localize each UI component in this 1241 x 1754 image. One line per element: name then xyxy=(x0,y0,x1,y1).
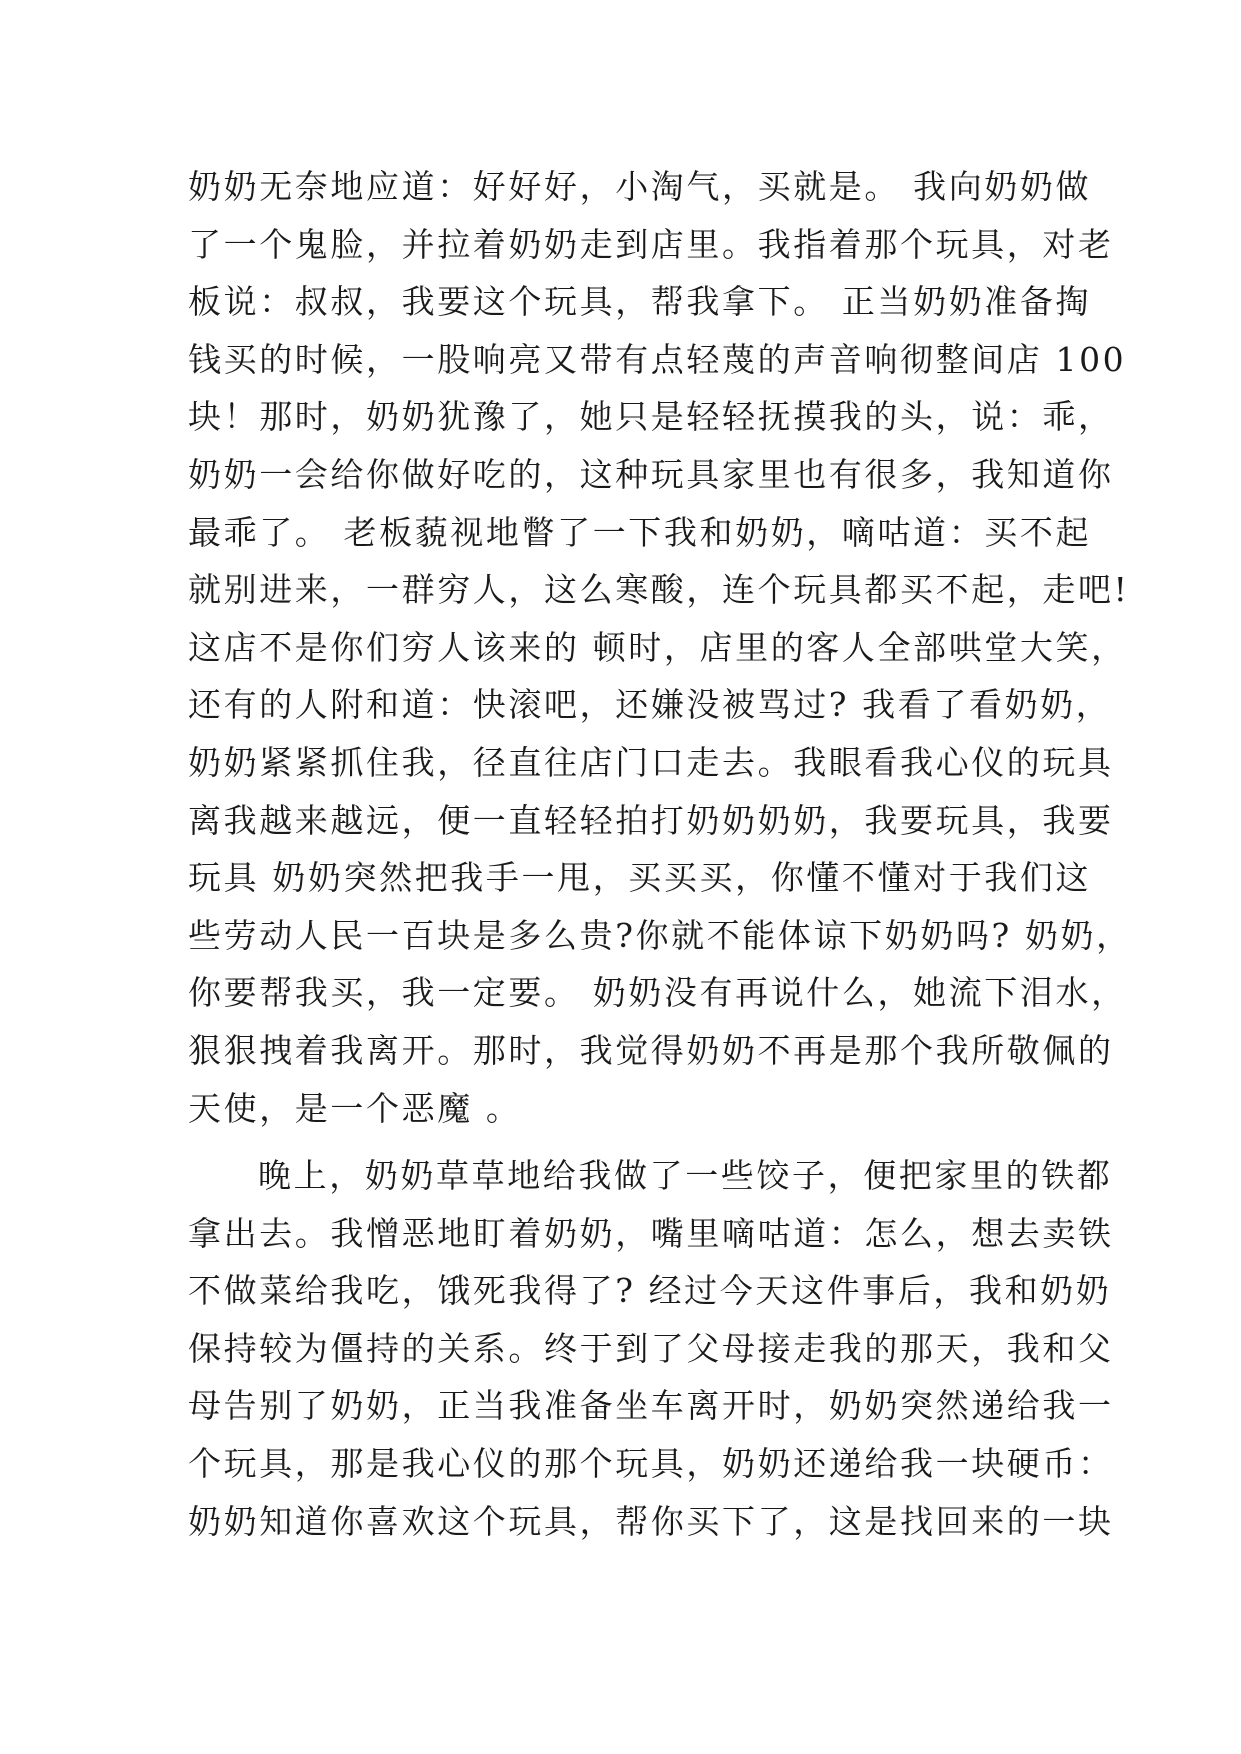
text-line: 你要帮我买，我一定要。 奶奶没有再说什么，她流下泪水， xyxy=(188,973,1127,1013)
text-line: 狠狠拽着我离开。那时，我觉得奶奶不再是那个我所敬佩的 xyxy=(188,1030,1114,1070)
text-line: 奶奶一会给你做好吃的，这种玩具家里也有很多，我知道你 xyxy=(188,454,1114,494)
text-line: 不做菜给我吃，饿死我得了? 经过今天这件事后，我和奶奶 xyxy=(188,1271,1112,1311)
document-body xyxy=(188,158,1132,1608)
paragraph xyxy=(188,1147,1114,1608)
text-line: 还有的人附和道：快滚吧，还嫌没被骂过? 我看了看奶奶， xyxy=(188,685,1112,725)
text-line: 块！那时，奶奶犹豫了，她只是轻轻抚摸我的头，说：乖， xyxy=(188,397,1114,437)
text-line: 晚上，奶奶草草地给我做了一些饺子，便把家里的铁都 xyxy=(258,1156,1113,1196)
text-line: 拿出去。我憎恶地盯着奶奶，嘴里嘀咕道：怎么，想去卖铁 xyxy=(188,1213,1114,1253)
text-line: 奶奶紧紧抓住我，径直往店门口走去。我眼看我心仪的玩具 xyxy=(188,742,1114,782)
text-line: 个玩具，那是我心仪的那个玩具，奶奶还递给我一块硬币： xyxy=(188,1444,1114,1484)
paragraph-spacing xyxy=(188,1137,1068,1147)
text-line: 了一个鬼脸，并拉着奶奶走到店里。我指着那个玩具，对老 xyxy=(188,224,1114,264)
text-line: 些劳动人民一百块是多么贵?你就不能体谅下奶奶吗? 奶奶， xyxy=(188,915,1132,955)
paragraph xyxy=(188,158,1132,1137)
text-line: 这店不是你们穷人该来的 顿时，店里的客人全部哄堂大笑， xyxy=(188,627,1127,667)
text-line: 保持较为僵持的关系。终于到了父母接走我的那天，我和父 xyxy=(188,1328,1114,1368)
text-line: 天使，是一个恶魔 。 xyxy=(188,1088,522,1128)
text-line: 母告别了奶奶，正当我准备坐车离开时，奶奶突然递给我一 xyxy=(188,1386,1114,1426)
text-line: 奶奶知道你喜欢这个玩具，帮你买下了，这是找回来的一块 xyxy=(188,1501,1114,1541)
text-line: 钱买的时候，一股响亮又带有点轻蔑的声音响彻整间店 100 xyxy=(188,339,1127,379)
text-line: 奶奶无奈地应道：好好好，小淘气，买就是。 我向奶奶做 xyxy=(188,167,1092,206)
text-line: 就别进来，一群穷人，这么寒酸，连个玩具都买不起，走吧! xyxy=(188,570,1130,610)
text-line: 板说：叔叔，我要这个玩具，帮我拿下。 正当奶奶准备掏 xyxy=(188,282,1092,322)
text-line: 离我越来越远，便一直轻轻拍打奶奶奶奶，我要玩具，我要 xyxy=(188,800,1114,840)
text-line: 最乖了。 老板藐视地瞥了一下我和奶奶，嘀咕道：买不起 xyxy=(188,512,1092,552)
text-line xyxy=(188,1550,1068,1608)
text-line: 玩具 奶奶突然把我手一甩，买买买，你懂不懂对于我们这 xyxy=(188,858,1092,898)
